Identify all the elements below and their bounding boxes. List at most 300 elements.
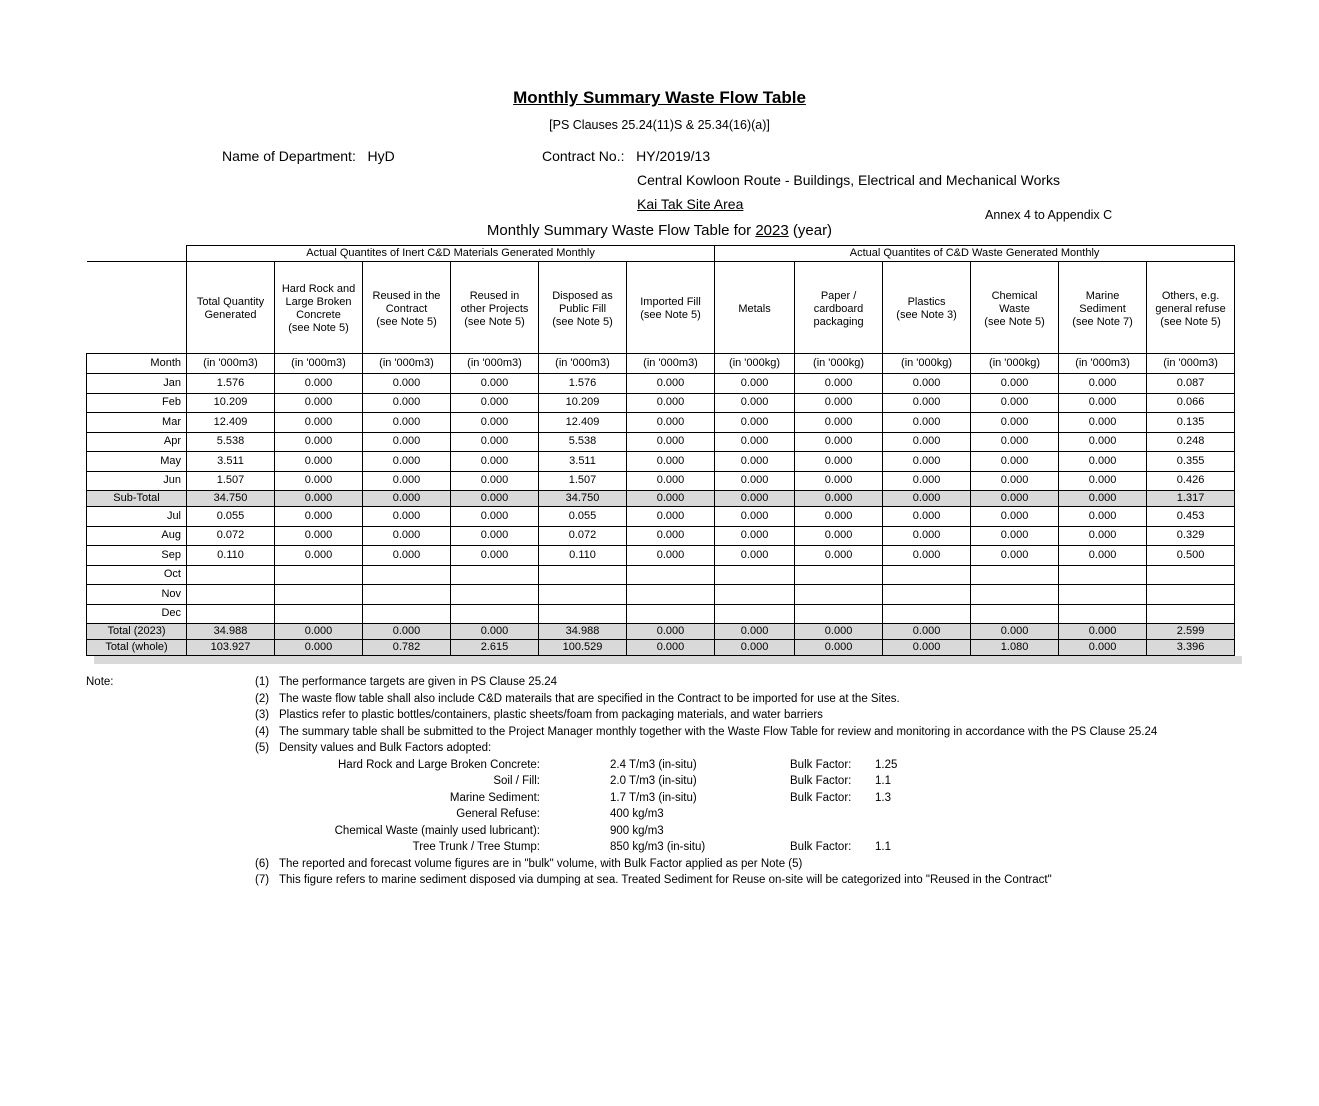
cell-14-2: 0.782 (363, 640, 451, 656)
cell-2-6: 0.000 (715, 413, 795, 433)
cell-1-8: 0.000 (883, 393, 971, 413)
cell-1-9: 0.000 (971, 393, 1059, 413)
cell-12-3 (451, 604, 539, 624)
cell-12-7 (795, 604, 883, 624)
unit-cell-3: (in '000m3) (451, 354, 539, 374)
cell-14-4: 100.529 (539, 640, 627, 656)
cell-3-0: 5.538 (187, 432, 275, 452)
cell-14-8: 0.000 (883, 640, 971, 656)
column-header-3: Reused in other Projects (see Note 5) (451, 262, 539, 354)
cell-7-8: 0.000 (883, 507, 971, 527)
column-header-11: Others, e.g. general refuse (see Note 5) (1147, 262, 1235, 354)
bulk-factor-label: Bulk Factor: (790, 841, 852, 853)
density-value: 900 kg/m3 (610, 824, 664, 837)
cell-8-8: 0.000 (883, 526, 971, 546)
column-header-7: Paper / cardboard packaging (795, 262, 883, 354)
cell-2-4: 12.409 (539, 413, 627, 433)
cell-13-5: 0.000 (627, 624, 715, 640)
cell-2-5: 0.000 (627, 413, 715, 433)
cell-2-8: 0.000 (883, 413, 971, 433)
column-header-4: Disposed as Public Fill (see Note 5) (539, 262, 627, 354)
cell-4-3: 0.000 (451, 452, 539, 472)
table-units-row (87, 354, 1235, 374)
note-item-1: (2) The waste flow table shall also include C&D materails that are specified in the Contract to be imported for use at the Sites. (255, 691, 1255, 708)
cell-10-10 (1059, 565, 1147, 585)
cell-3-11: 0.248 (1147, 432, 1235, 452)
cell-13-3: 0.000 (451, 624, 539, 640)
cell-9-4: 0.110 (539, 546, 627, 566)
row-label-12: Dec (87, 604, 187, 624)
cell-8-4: 0.072 (539, 526, 627, 546)
cell-3-5: 0.000 (627, 432, 715, 452)
cell-8-10: 0.000 (1059, 526, 1147, 546)
cell-11-8 (883, 585, 971, 605)
cell-2-0: 12.409 (187, 413, 275, 433)
cell-5-9: 0.000 (971, 471, 1059, 491)
cell-8-1: 0.000 (275, 526, 363, 546)
group-header-inert: Actual Quantites of Inert C&D Materials Generated Monthly (187, 246, 715, 262)
cell-5-0: 1.507 (187, 471, 275, 491)
cell-3-3: 0.000 (451, 432, 539, 452)
table-corner-blank (87, 246, 187, 262)
cell-4-8: 0.000 (883, 452, 971, 472)
cell-14-5: 0.000 (627, 640, 715, 656)
cell-9-11: 0.500 (1147, 546, 1235, 566)
row-label-9: Sep (87, 546, 187, 566)
notes-body (255, 674, 1255, 889)
row-label-11: Nov (87, 585, 187, 605)
cell-2-2: 0.000 (363, 413, 451, 433)
unit-cell-11: (in '000m3) (1147, 354, 1235, 374)
row-label-13: Total (2023) (87, 624, 187, 640)
cell-5-4: 1.507 (539, 471, 627, 491)
department-label: Name of Department: (222, 148, 356, 164)
note-item-0: (1) The performance targets are given in PS Clause 25.24 (255, 674, 1255, 691)
table-row (87, 432, 1235, 452)
table-row (87, 604, 1235, 624)
cell-9-2: 0.000 (363, 546, 451, 566)
table-row (87, 471, 1235, 491)
cell-7-2: 0.000 (363, 507, 451, 527)
cell-3-8: 0.000 (883, 432, 971, 452)
density-row-2 (255, 790, 1255, 807)
cell-13-7: 0.000 (795, 624, 883, 640)
cell-11-1 (275, 585, 363, 605)
cell-11-7 (795, 585, 883, 605)
group-header-waste: Actual Quantites of C&D Waste Generated Monthly (715, 246, 1235, 262)
cell-1-10: 0.000 (1059, 393, 1147, 413)
cell-11-11 (1147, 585, 1235, 605)
document-meta (0, 148, 1319, 212)
cell-7-3: 0.000 (451, 507, 539, 527)
bulk-factor-value: 1.25 (875, 758, 898, 771)
density-value: 1.7 T/m3 (in-situ) (610, 791, 697, 804)
row-label-4: May (87, 452, 187, 472)
site-area: Kai Tak Site Area (637, 196, 744, 212)
density-value: 2.4 T/m3 (in-situ) (610, 758, 697, 771)
bulk-factor-label: Bulk Factor: (790, 775, 852, 787)
cell-3-10: 0.000 (1059, 432, 1147, 452)
density-material: Tree Trunk / Tree Stump: (412, 841, 540, 853)
cell-14-9: 1.080 (971, 640, 1059, 656)
cell-7-4: 0.055 (539, 507, 627, 527)
bulk-factor-value: 1.3 (875, 791, 891, 804)
cell-8-7: 0.000 (795, 526, 883, 546)
cell-9-9: 0.000 (971, 546, 1059, 566)
column-header-2: Reused in the Contract (see Note 5) (363, 262, 451, 354)
cell-13-4: 34.988 (539, 624, 627, 640)
cell-0-1: 0.000 (275, 374, 363, 394)
cell-0-0: 1.576 (187, 374, 275, 394)
note-number: (4) (255, 725, 270, 738)
table-row (87, 393, 1235, 413)
cell-7-0: 0.055 (187, 507, 275, 527)
cell-13-1: 0.000 (275, 624, 363, 640)
cell-12-10 (1059, 604, 1147, 624)
cell-8-0: 0.072 (187, 526, 275, 546)
cell-5-6: 0.000 (715, 471, 795, 491)
cell-1-4: 10.209 (539, 393, 627, 413)
cell-4-10: 0.000 (1059, 452, 1147, 472)
cell-6-6: 0.000 (715, 491, 795, 507)
table-heading-post: (year) (788, 222, 833, 239)
density-row-5 (255, 839, 1255, 856)
cell-11-4 (539, 585, 627, 605)
table-row (87, 507, 1235, 527)
cell-5-8: 0.000 (883, 471, 971, 491)
cell-3-7: 0.000 (795, 432, 883, 452)
cell-12-6 (715, 604, 795, 624)
cell-1-6: 0.000 (715, 393, 795, 413)
cell-6-4: 34.750 (539, 491, 627, 507)
cell-4-4: 3.511 (539, 452, 627, 472)
department-value: HyD (367, 148, 395, 164)
density-material: Soil / Fill: (493, 775, 540, 787)
cell-12-11 (1147, 604, 1235, 624)
cell-11-10 (1059, 585, 1147, 605)
cell-7-6: 0.000 (715, 507, 795, 527)
cell-4-1: 0.000 (275, 452, 363, 472)
unit-cell-1: (in '000m3) (275, 354, 363, 374)
unit-cell-5: (in '000m3) (627, 354, 715, 374)
cell-1-0: 10.209 (187, 393, 275, 413)
cell-8-5: 0.000 (627, 526, 715, 546)
note-number: (5) (255, 742, 270, 754)
cell-7-10: 0.000 (1059, 507, 1147, 527)
cell-9-10: 0.000 (1059, 546, 1147, 566)
cell-3-2: 0.000 (363, 432, 451, 452)
unit-cell-9: (in '000kg) (971, 354, 1059, 374)
column-header-5: Imported Fill (see Note 5) (627, 262, 715, 354)
cell-0-8: 0.000 (883, 374, 971, 394)
unit-cell-6: (in '000kg) (715, 354, 795, 374)
cell-1-2: 0.000 (363, 393, 451, 413)
table-row (87, 452, 1235, 472)
cell-6-2: 0.000 (363, 491, 451, 507)
row-label-0: Jan (87, 374, 187, 394)
cell-6-7: 0.000 (795, 491, 883, 507)
cell-11-3 (451, 585, 539, 605)
row-label-7: Jul (87, 507, 187, 527)
cell-5-10: 0.000 (1059, 471, 1147, 491)
density-value: 400 kg/m3 (610, 808, 664, 820)
cell-10-8 (883, 565, 971, 585)
table-row (87, 526, 1235, 546)
table-row (87, 546, 1235, 566)
cell-8-6: 0.000 (715, 526, 795, 546)
unit-cell-0: (in '000m3) (187, 354, 275, 374)
cell-9-1: 0.000 (275, 546, 363, 566)
cell-7-1: 0.000 (275, 507, 363, 527)
cell-10-6 (715, 565, 795, 585)
row-label-1: Feb (87, 393, 187, 413)
cell-9-5: 0.000 (627, 546, 715, 566)
table-row (87, 413, 1235, 433)
cell-7-7: 0.000 (795, 507, 883, 527)
cell-14-3: 2.615 (451, 640, 539, 656)
cell-5-5: 0.000 (627, 471, 715, 491)
cell-1-7: 0.000 (795, 393, 883, 413)
cell-3-9: 0.000 (971, 432, 1059, 452)
cell-6-0: 34.750 (187, 491, 275, 507)
cell-4-0: 3.511 (187, 452, 275, 472)
column-header-8: Plastics (see Note 3) (883, 262, 971, 354)
row-label-6: Sub-Total (87, 491, 187, 507)
cell-9-3: 0.000 (451, 546, 539, 566)
cell-2-1: 0.000 (275, 413, 363, 433)
project-name: Central Kowloon Route - Buildings, Electrical and Mechanical Works (637, 172, 1061, 188)
table-heading-pre: Monthly Summary Waste Flow Table for (486, 222, 756, 239)
table-row (87, 585, 1235, 605)
cell-0-11: 0.087 (1147, 374, 1235, 394)
row-label-3: Apr (87, 432, 187, 452)
cell-10-5 (627, 565, 715, 585)
cell-10-4 (539, 565, 627, 585)
cell-14-1: 0.000 (275, 640, 363, 656)
cell-13-0: 34.988 (187, 624, 275, 640)
cell-13-9: 0.000 (971, 624, 1059, 640)
density-value: 2.0 T/m3 (in-situ) (610, 775, 697, 787)
cell-3-1: 0.000 (275, 432, 363, 452)
cell-8-9: 0.000 (971, 526, 1059, 546)
cell-12-0 (187, 604, 275, 624)
note-number: (2) (255, 692, 270, 705)
cell-2-9: 0.000 (971, 413, 1059, 433)
table-row (87, 491, 1235, 507)
cell-12-8 (883, 604, 971, 624)
cell-1-1: 0.000 (275, 393, 363, 413)
cell-12-9 (971, 604, 1059, 624)
cell-0-10: 0.000 (1059, 374, 1147, 394)
cell-5-1: 0.000 (275, 471, 363, 491)
cell-9-0: 0.110 (187, 546, 275, 566)
cell-6-11: 1.317 (1147, 491, 1235, 507)
table-column-header-row (87, 262, 1235, 354)
cell-13-6: 0.000 (715, 624, 795, 640)
cell-9-7: 0.000 (795, 546, 883, 566)
cell-11-6 (715, 585, 795, 605)
note-number: (6) (255, 857, 270, 870)
density-material: Chemical Waste (mainly used lubricant): (334, 824, 540, 837)
table-shadow (94, 656, 1242, 664)
cell-11-0 (187, 585, 275, 605)
cell-14-7: 0.000 (795, 640, 883, 656)
column-header-9: Chemical Waste (see Note 5) (971, 262, 1059, 354)
cell-7-9: 0.000 (971, 507, 1059, 527)
cell-1-11: 0.066 (1147, 393, 1235, 413)
cell-14-0: 103.927 (187, 640, 275, 656)
cell-10-9 (971, 565, 1059, 585)
department-field (222, 148, 395, 164)
cell-4-6: 0.000 (715, 452, 795, 472)
cell-13-10: 0.000 (1059, 624, 1147, 640)
cell-0-4: 1.576 (539, 374, 627, 394)
cell-4-2: 0.000 (363, 452, 451, 472)
cell-6-8: 0.000 (883, 491, 971, 507)
month-header: Month (87, 354, 187, 374)
column-header-6: Metals (715, 262, 795, 354)
cell-1-5: 0.000 (627, 393, 715, 413)
cell-14-6: 0.000 (715, 640, 795, 656)
cell-1-3: 0.000 (451, 393, 539, 413)
note-item-after-0: (6) The reported and forecast volume figures are in "bulk" volume, with Bulk Factor applied as per Note (5) (255, 856, 1255, 873)
table-row (87, 565, 1235, 585)
cell-4-11: 0.355 (1147, 452, 1235, 472)
cell-4-7: 0.000 (795, 452, 883, 472)
cell-12-5 (627, 604, 715, 624)
cell-6-10: 0.000 (1059, 491, 1147, 507)
cell-14-10: 0.000 (1059, 640, 1147, 656)
density-row-1 (255, 773, 1255, 790)
cell-4-9: 0.000 (971, 452, 1059, 472)
cell-12-4 (539, 604, 627, 624)
table-heading (0, 222, 1319, 239)
table-row (87, 640, 1235, 656)
cell-13-11: 2.599 (1147, 624, 1235, 640)
column-header-1: Hard Rock and Large Broken Concrete (see Note 5) (275, 262, 363, 354)
cell-7-5: 0.000 (627, 507, 715, 527)
cell-3-4: 5.538 (539, 432, 627, 452)
cell-4-5: 0.000 (627, 452, 715, 472)
cell-9-8: 0.000 (883, 546, 971, 566)
cell-0-5: 0.000 (627, 374, 715, 394)
cell-0-7: 0.000 (795, 374, 883, 394)
cell-10-1 (275, 565, 363, 585)
cell-11-2 (363, 585, 451, 605)
column-header-10: Marine Sediment (see Note 7) (1059, 262, 1147, 354)
density-material: Hard Rock and Large Broken Concrete: (338, 758, 540, 771)
cell-0-2: 0.000 (363, 374, 451, 394)
row-label-5: Jun (87, 471, 187, 491)
density-row-0 (255, 757, 1255, 774)
cell-6-3: 0.000 (451, 491, 539, 507)
cell-8-11: 0.329 (1147, 526, 1235, 546)
unit-cell-4: (in '000m3) (539, 354, 627, 374)
notes-section (0, 674, 1319, 889)
note-item-2: (3) Plastics refer to plastic bottles/containers, plastic sheets/foam from packaging materials, and water barriers (255, 707, 1255, 724)
cell-10-7 (795, 565, 883, 585)
cell-14-11: 3.396 (1147, 640, 1235, 656)
waste-flow-table (86, 245, 1235, 656)
bulk-factor-value: 1.1 (875, 775, 891, 787)
page-title: Monthly Summary Waste Flow Table (513, 88, 806, 107)
table-row (87, 624, 1235, 640)
contract-field (542, 148, 710, 164)
row-label-14: Total (whole) (87, 640, 187, 656)
cell-10-0 (187, 565, 275, 585)
document-page (0, 88, 1319, 1106)
cell-5-3: 0.000 (451, 471, 539, 491)
cell-0-6: 0.000 (715, 374, 795, 394)
unit-cell-2: (in '000m3) (363, 354, 451, 374)
cell-2-7: 0.000 (795, 413, 883, 433)
cell-9-6: 0.000 (715, 546, 795, 566)
row-label-10: Oct (87, 565, 187, 585)
unit-cell-8: (in '000kg) (883, 354, 971, 374)
table-group-header-row (87, 246, 1235, 262)
density-material: General Refuse: (456, 808, 540, 820)
cell-5-7: 0.000 (795, 471, 883, 491)
cell-5-2: 0.000 (363, 471, 451, 491)
cell-8-3: 0.000 (451, 526, 539, 546)
table-heading-year: 2023 (755, 222, 789, 239)
bulk-factor-label: Bulk Factor: (790, 791, 852, 804)
table-corner-blank-2 (87, 262, 187, 354)
notes-label: Note: (86, 676, 114, 688)
density-value: 850 kg/m3 (in-situ) (610, 841, 706, 853)
cell-0-3: 0.000 (451, 374, 539, 394)
cell-7-11: 0.453 (1147, 507, 1235, 527)
note-item-after-1: (7) This figure refers to marine sediment disposed via dumping at sea. Treated Sediment for Reuse on-site will be categorized into "Reused in the Contract" (255, 872, 1255, 889)
row-label-8: Aug (87, 526, 187, 546)
cell-10-11 (1147, 565, 1235, 585)
cell-13-2: 0.000 (363, 624, 451, 640)
bulk-factor-label: Bulk Factor: (790, 758, 852, 771)
row-label-2: Mar (87, 413, 187, 433)
density-material: Marine Sediment: (449, 791, 540, 804)
cell-11-9 (971, 585, 1059, 605)
cell-10-2 (363, 565, 451, 585)
unit-cell-7: (in '000kg) (795, 354, 883, 374)
cell-2-10: 0.000 (1059, 413, 1147, 433)
bulk-factor-value: 1.1 (875, 841, 891, 853)
cell-6-9: 0.000 (971, 491, 1059, 507)
contract-value: HY/2019/13 (636, 148, 711, 164)
column-header-0: Total Quantity Generated (187, 262, 275, 354)
note-item-5: (5) Density values and Bulk Factors adopted: (255, 740, 1255, 757)
density-row-4 (255, 823, 1255, 840)
note-number: (7) (255, 874, 270, 886)
note-number: (1) (255, 676, 270, 688)
note-continuation: The summary table shall be submitted to the Project Manager monthly together with the Waste Flow Table for review and monitoring in accordance with the PS Clause 25.24 (279, 725, 1158, 738)
cell-13-8: 0.000 (883, 624, 971, 640)
cell-0-9: 0.000 (971, 374, 1059, 394)
cell-2-11: 0.135 (1147, 413, 1235, 433)
page-subtitle: [PS Clauses 25.24(11)S & 25.34(16)(a)] (549, 118, 770, 132)
table-row (87, 374, 1235, 394)
cell-8-2: 0.000 (363, 526, 451, 546)
density-row-3 (255, 806, 1255, 823)
cell-11-5 (627, 585, 715, 605)
cell-3-6: 0.000 (715, 432, 795, 452)
unit-cell-10: (in '000m3) (1059, 354, 1147, 374)
note-number: (3) (255, 709, 270, 721)
cell-5-11: 0.426 (1147, 471, 1235, 491)
cell-12-1 (275, 604, 363, 624)
cell-10-3 (451, 565, 539, 585)
annex-reference: Annex 4 to Appendix C (985, 208, 1113, 222)
cell-6-1: 0.000 (275, 491, 363, 507)
